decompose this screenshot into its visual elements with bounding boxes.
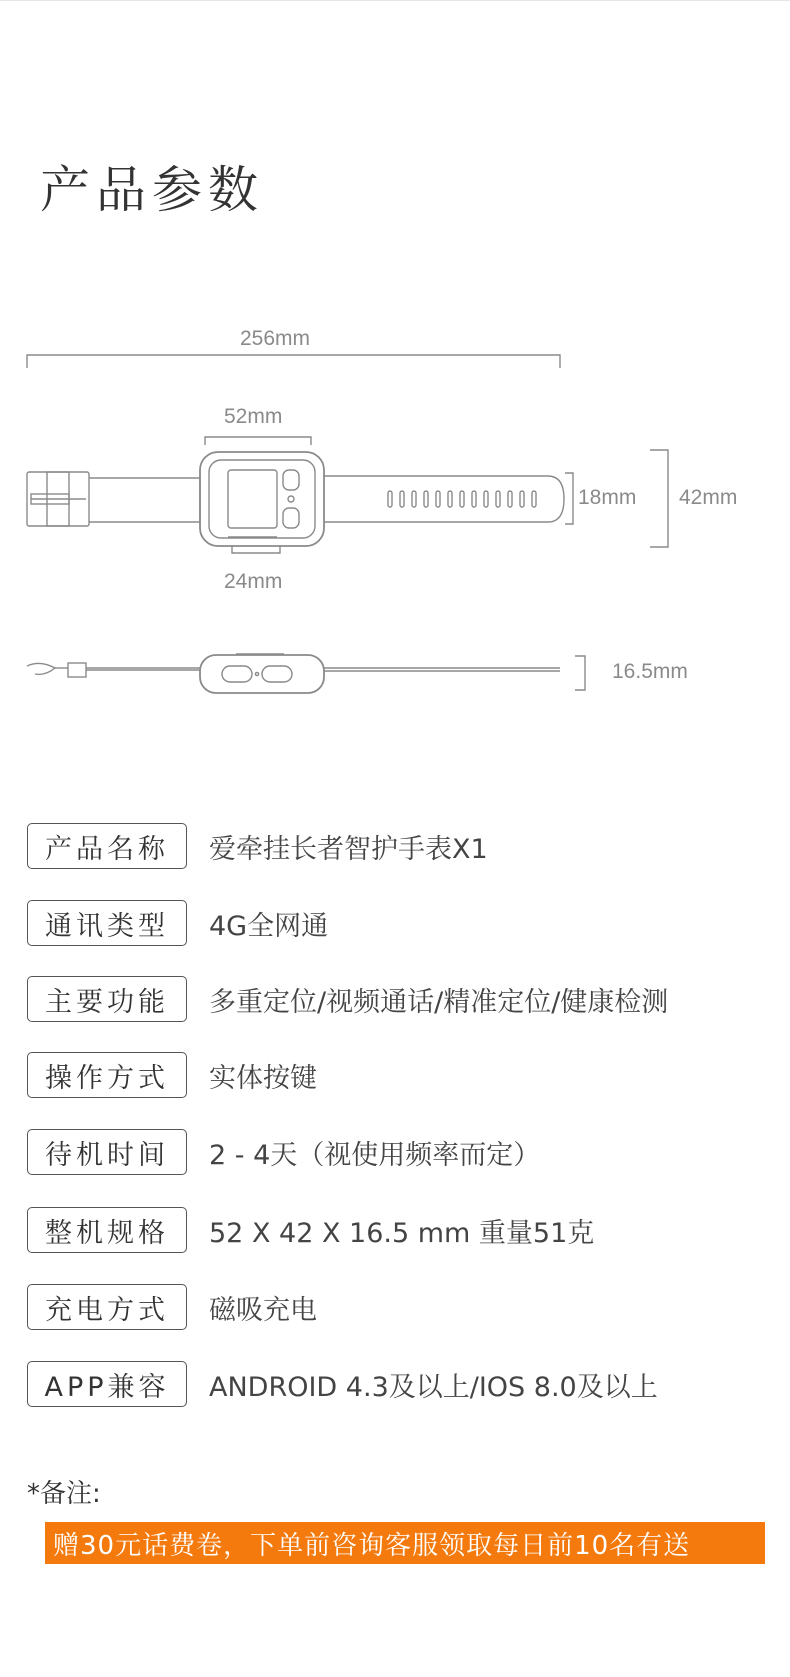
- thickness-dimension-label: 16.5mm: [612, 660, 688, 683]
- spec-label: 待机时间: [27, 1129, 187, 1175]
- spec-value: 磁吸充电: [209, 1295, 317, 1326]
- spec-row-app: [27, 1361, 767, 1409]
- page-title: 产品参数: [40, 161, 264, 219]
- spec-row-charging: [27, 1284, 767, 1332]
- spec-value: 实体按键: [209, 1063, 317, 1094]
- spec-value: 2 - 4天（视使用频率而定）: [209, 1140, 541, 1171]
- spec-value: ANDROID 4.3及以上/IOS 8.0及以上: [209, 1372, 658, 1403]
- spec-row-size: [27, 1207, 767, 1255]
- note-title: *备注:: [27, 1479, 101, 1509]
- height-dimension-label: 42mm: [679, 486, 738, 509]
- spec-row-network: [27, 900, 767, 948]
- spec-label: 通讯类型: [27, 900, 187, 946]
- face-width-dimension-label: 52mm: [224, 405, 283, 428]
- spec-value: 多重定位/视频通话/精准定位/健康检测: [209, 987, 669, 1018]
- spec-value: 爱牵挂长者智护手表X1: [209, 834, 488, 865]
- spec-row-standby: [27, 1129, 767, 1177]
- spec-label: 充电方式: [27, 1284, 187, 1330]
- spec-label: APP兼容: [27, 1361, 187, 1407]
- watch-dimension-diagram: [0, 0, 790, 720]
- length-dimension-label: 256mm: [240, 327, 311, 350]
- spec-label: 主要功能: [27, 976, 187, 1022]
- spec-value: 52 X 42 X 16.5 mm 重量51克: [209, 1218, 595, 1249]
- promo-banner: 赠30元话费卷，下单前咨询客服领取每日前10名有送: [45, 1522, 765, 1564]
- spec-label: 整机规格: [27, 1207, 187, 1253]
- spec-row-product-name: [27, 823, 767, 871]
- spec-value: 4G全网通: [209, 911, 329, 942]
- spec-label: 产品名称: [27, 823, 187, 869]
- spec-row-functions: [27, 976, 767, 1024]
- screen-width-dimension-label: 24mm: [224, 570, 283, 593]
- strap-width-dimension-label: 18mm: [578, 486, 637, 509]
- spec-label: 操作方式: [27, 1052, 187, 1098]
- spec-row-operation: [27, 1052, 767, 1100]
